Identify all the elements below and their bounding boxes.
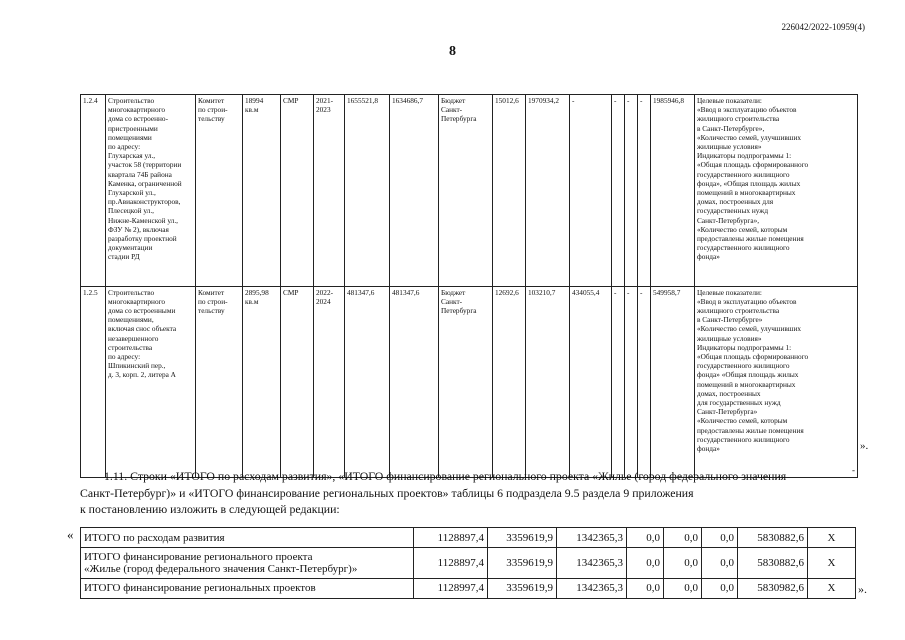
year-value: - [612, 286, 625, 478]
year-value: 12692,6 [493, 286, 526, 478]
cell-value: 0,0 [664, 528, 702, 548]
funded-cost: 481347,6 [390, 286, 439, 478]
cell-value: 3359619,9 [488, 548, 557, 578]
capacity: 18994 кв.м [243, 95, 281, 287]
total-cost: 1655521,8 [345, 95, 390, 287]
paragraph-line: к постановлению изложить в следующей редакции: [80, 502, 340, 516]
funding-source: Бюджет Санкт- Петербурга [439, 95, 493, 287]
year-value: - [612, 95, 625, 287]
document-number: 226042/2022-10959(4) [781, 22, 865, 32]
year-value: - [638, 95, 651, 287]
table-row [81, 286, 858, 478]
page-number: 8 [449, 44, 456, 59]
year-value: - [625, 95, 638, 287]
year-value: - [570, 95, 612, 287]
cell-value: 1128997,4 [414, 578, 488, 598]
cell-value: 1342365,3 [557, 548, 627, 578]
table-row [81, 548, 856, 578]
row-label: ИТОГО по расходам развития [81, 528, 414, 548]
row-label: ИТОГО финансирование региональных проектов [81, 578, 414, 598]
executor: Комитет по строи- тельству [196, 286, 243, 478]
cell-value: 0,0 [627, 528, 664, 548]
funded-cost: 1634686,7 [390, 95, 439, 287]
table-row [81, 578, 856, 598]
cell-total: 5830882,6 [738, 528, 808, 548]
row-sum: 1985946,8 [651, 95, 695, 287]
cell-value: 1342365,3 [557, 578, 627, 598]
year-value: 1970934,2 [526, 95, 570, 287]
cell-mark: X [808, 578, 856, 598]
amendment-paragraph [80, 468, 863, 518]
year-value: 434055,4 [570, 286, 612, 478]
work-type: СМР [281, 95, 314, 287]
margin-dash: - [852, 465, 855, 475]
closing-quote: ». [860, 440, 869, 452]
cell-value: 0,0 [627, 548, 664, 578]
cell-total: 5830882,6 [738, 548, 808, 578]
total-cost: 481347,6 [345, 286, 390, 478]
row-label: ИТОГО финансирование регионального проекта «Жилье (город федерального значения Санкт-Петербург)» [81, 548, 414, 578]
period: 2021- 2023 [314, 95, 345, 287]
cell-value: 0,0 [702, 578, 738, 598]
indicators: Целевые показатели: «Ввод в эксплуатацию объектов жилищного строительства в Санкт-Петербурге» «Количество семей, улучшивших жилищные условия» Индикаторы подпрограммы 1: «Общая площадь сформированного государственного жилищного фонда» «Общая площадь жилых помещений в многоквартирных домах, построенных для государственных нужд Санкт-Петербурга» «Количество семей, которым предоставлены жилые помещения государственного жилищного фонда» [695, 286, 858, 478]
indicators: Целевые показатели: «Ввод в эксплуатацию объектов жилищного строительства в Санкт-Петербурге», «Количество семей, улучшивших жилищные условия» Индикаторы подпрограммы 1: «Общая площадь сформированного государственного жилищного фонда», «Общая площадь жилых помещений в многоквартирных домах, построенных для государственных нужд Санкт-Петербурга», «Количество семей, которым предоставлены жилые помещения государственного жилищного фонда» [695, 95, 858, 287]
table-row [81, 95, 858, 287]
closing-quote: ». [858, 582, 867, 596]
opening-quote: « [67, 527, 74, 542]
row-number: 1.2.5 [81, 286, 106, 478]
objects-table [80, 94, 858, 478]
row-number: 1.2.4 [81, 95, 106, 287]
table-row [81, 528, 856, 548]
year-value: - [625, 286, 638, 478]
cell-total: 5830982,6 [738, 578, 808, 598]
cell-value: 0,0 [702, 528, 738, 548]
cell-value: 1128897,4 [414, 528, 488, 548]
object-name: Строительство многоквартирного дома со встроенно- пристроенными помещениями по адресу: Глухарская ул., участок 58 (территории квартала 74Б района Каменка, ограниченной Глухарской ул., пр.Авиаконструкторов, Плесецкой ул., Нижне-Каменской ул., ФЗУ № 2), включая разработку проектной документации стадии РД [106, 95, 196, 287]
cell-value: 3359619,9 [488, 528, 557, 548]
funding-source: Бюджет Санкт- Петербурга [439, 286, 493, 478]
cell-value: 0,0 [664, 578, 702, 598]
row-sum: 549958,7 [651, 286, 695, 478]
capacity: 2895,98 кв.м [243, 286, 281, 478]
cell-mark: X [808, 528, 856, 548]
executor: Комитет по строи- тельству [196, 95, 243, 287]
cell-value: 0,0 [702, 548, 738, 578]
year-value: - [638, 286, 651, 478]
paragraph-line: Санкт-Петербург)» и «ИТОГО финансирование региональных проектов» таблицы 6 подраздела 9.5 раздела 9 приложения [80, 485, 694, 500]
year-value: 15012,6 [493, 95, 526, 287]
object-name: Строительство многоквартирного дома со встроенными помещениями, включая снос объекта незавершенного строительства по адресу: Шпикинский пер., д. 3, корп. 2, литера А [106, 286, 196, 478]
cell-value: 0,0 [627, 578, 664, 598]
cell-value: 0,0 [664, 548, 702, 578]
paragraph-line: 1.11. Строки «ИТОГО по расходам развития», «ИТОГО финансирование регионального проекта «Жилье (город федерального значения [104, 469, 787, 483]
totals-table [80, 527, 856, 599]
year-value: 103210,7 [526, 286, 570, 478]
period: 2022- 2024 [314, 286, 345, 478]
cell-mark: X [808, 548, 856, 578]
cell-value: 1342365,3 [557, 528, 627, 548]
cell-value: 3359619,9 [488, 578, 557, 598]
work-type: СМР [281, 286, 314, 478]
cell-value: 1128897,4 [414, 548, 488, 578]
